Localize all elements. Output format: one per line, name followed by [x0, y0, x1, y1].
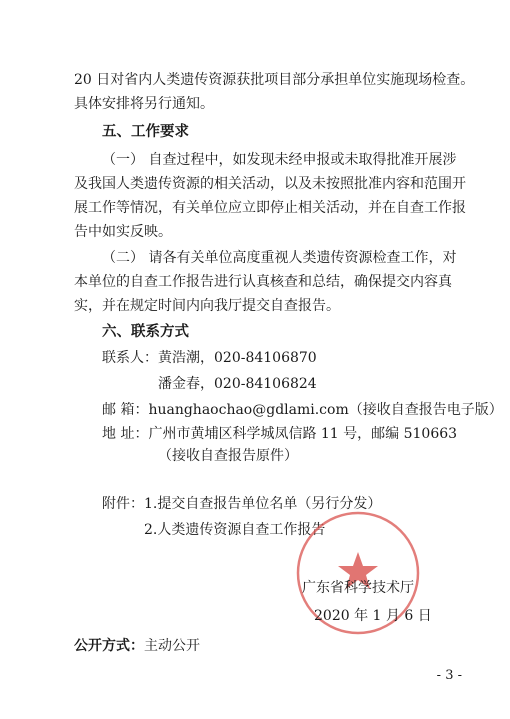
address-note: （接收自查报告原件）: [158, 448, 298, 464]
s5-p1-line-2: 及我国人类遗传资源的相关活动，以及未按照批准内容和范围开: [74, 176, 466, 192]
address-line: 地 址：广州市黄埔区科学城凤信路 11 号，邮编 510663: [102, 426, 458, 442]
section-6-title: 六、联系方式: [102, 324, 189, 340]
intro-line-1: 20 日对省内人类遗传资源获批项目部分承担单位实施现场检查。: [74, 72, 475, 88]
s5-p2-line-3: 实，并在规定时间内向我厅提交自查报告。: [74, 298, 340, 314]
s5-p2-line-1: （二） 请各有关单位高度重视人类遗传资源检查工作，对: [102, 250, 457, 266]
attachment-2: 2.人类遗传资源自查工作报告: [144, 522, 326, 538]
email-line: 邮 箱：huanghaochao@gdlami.com（接收自查报告电子版）: [102, 402, 503, 418]
public-mode-value: 主动公开: [144, 638, 200, 654]
attachment-1: 附件：1.提交自查报告单位名单（另行分发）: [102, 496, 382, 512]
s5-p2-line-2: 本单位的自查工作报告进行认真核查和总结，确保提交内容真: [74, 274, 452, 290]
s5-p1-line-1: （一） 自查过程中，如发现未经申报或未取得批准开展涉: [102, 152, 457, 168]
issue-date: 2020 年 1 月 6 日: [314, 608, 432, 624]
page-number: - 3 -: [436, 668, 462, 683]
s5-p1-line-3: 展工作等情况，有关单位应立即停止相关活动，并在自查工作报: [74, 200, 466, 216]
intro-line-2: 具体安排将另行通知。: [74, 96, 214, 112]
public-mode-label: 公开方式：: [74, 638, 144, 654]
contact-1: 联系人：黄浩潮，020-84106870: [102, 350, 317, 366]
section-5-title: 五、工作要求: [102, 124, 189, 140]
s5-p1-line-4: 告中如实反映。: [74, 224, 172, 240]
contact-2: 潘金春，020-84106824: [158, 376, 317, 392]
issuing-org: 广东省科学技术厅: [302, 580, 414, 596]
